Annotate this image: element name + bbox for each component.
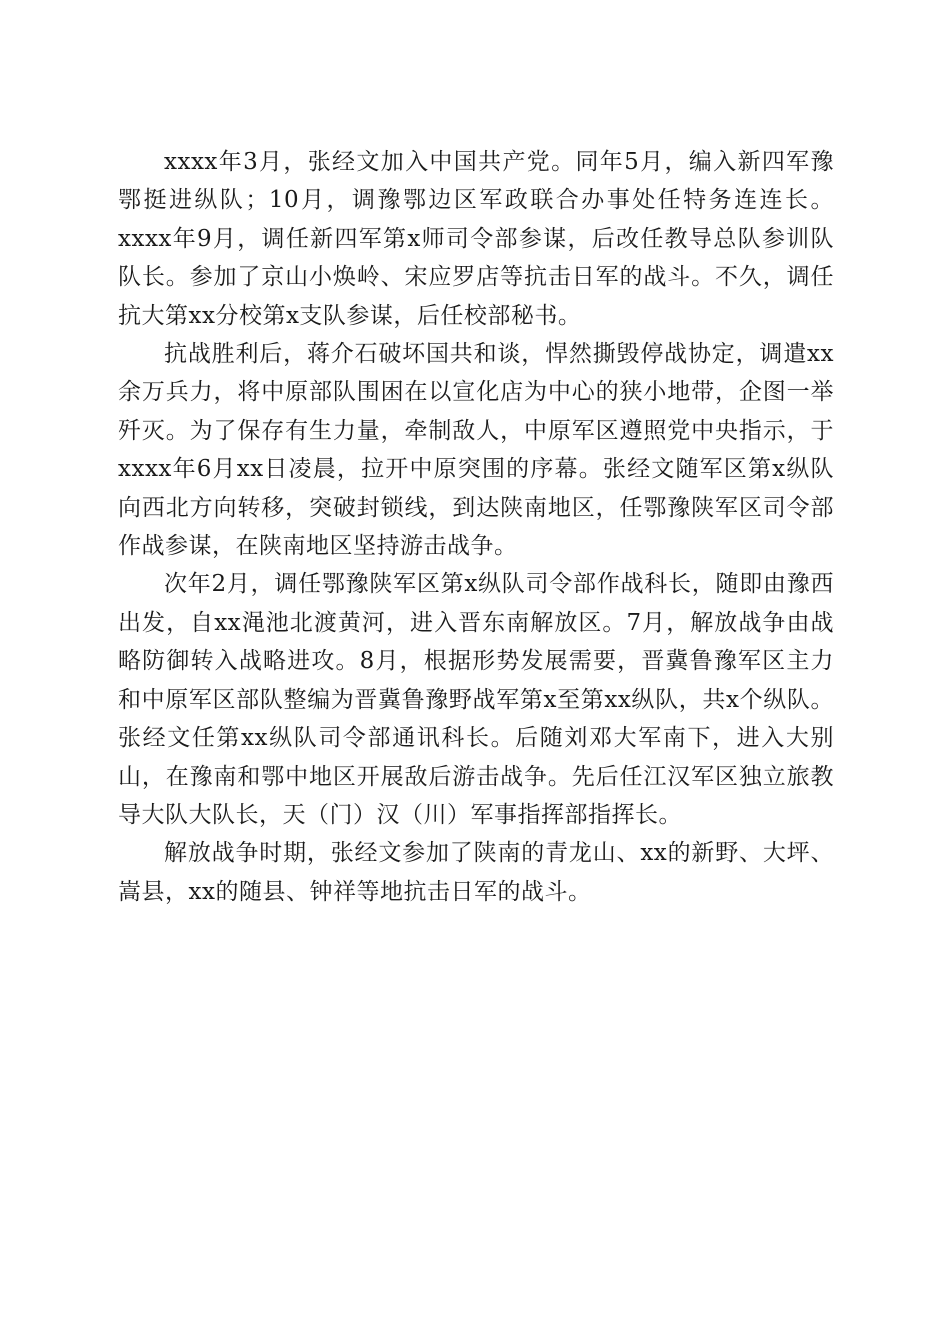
paragraph-4: 解放战争时期，张经文参加了陕南的青龙山、xx的新野、大坪、嵩县，xx的随县、钟祥等地抗击日军的战斗。 <box>118 840 834 905</box>
document-body <box>118 143 834 911</box>
paragraph-3: 次年2月，调任鄂豫陕军区第x纵队司令部作战科长，随即由豫西出发，自xx渑池北渡黄河，进入晋东南解放区。7月，解放战争由战略防御转入战略进攻。8月，根据形势发展需要，晋冀鲁豫军区主力和中原军区部队整编为晋冀鲁豫野战军第x至第xx纵队，共x个纵队。张经文任第xx纵队司令部通讯科长。后随刘邓大军南下，进入大别山，在豫南和鄂中地区开展敌后游击战争。先后任江汉军区独立旅教导大队大队长，天（门）汉（川）军事指挥部指挥长。 <box>118 571 834 828</box>
paragraph-2: 抗战胜利后，蒋介石破坏国共和谈，悍然撕毁停战协定，调遣xx余万兵力，将中原部队围困在以宣化店为中心的狭小地带，企图一举歼灭。为了保存有生力量，牵制敌人，中原军区遵照党中央指示，于xxxx年6月xx日凌晨，拉开中原突围的序幕。张经文随军区第x纵队向西北方向转移，突破封锁线，到达陕南地区，任鄂豫陕军区司令部作战参谋，在陕南地区坚持游击战争。 <box>118 341 834 560</box>
paragraph-1: xxxx年3月，张经文加入中国共产党。同年5月，编入新四军豫鄂挺进纵队；10月，调豫鄂边区军政联合办事处任特务连连长。xxxx年9月，调任新四军第x师司令部参谋，后改任教导总队参训队队长。参加了京山小焕岭、宋应罗店等抗击日军的战斗。不久，调任抗大第xx分校第x支队参谋，后任校部秘书。 <box>118 149 834 329</box>
